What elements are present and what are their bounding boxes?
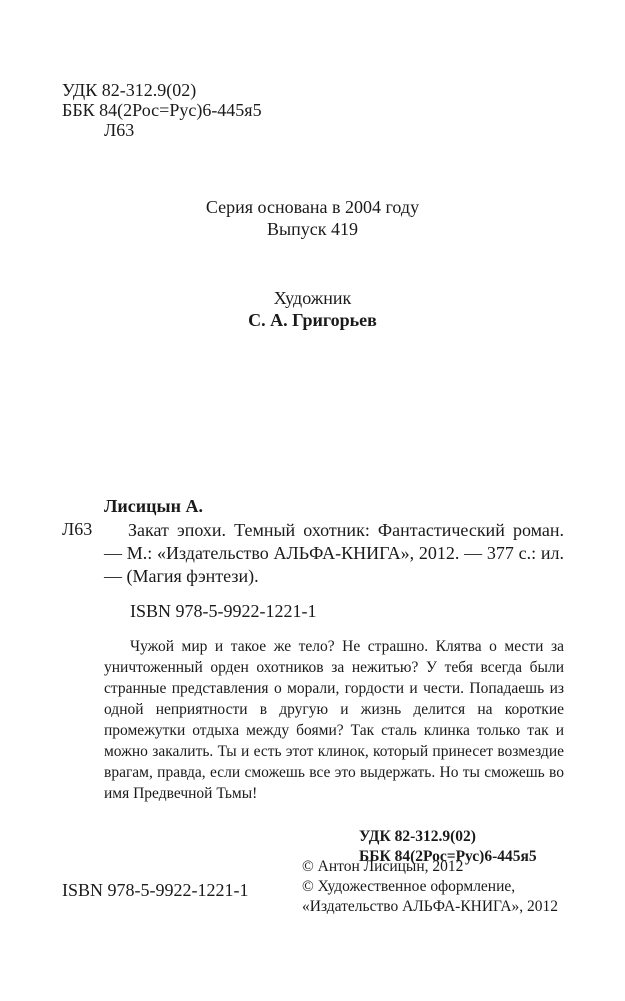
series-issue: Выпуск 419 bbox=[267, 219, 358, 239]
classification-codes bbox=[62, 80, 262, 140]
footer-bbk: ББК 84(2Рос=Рус)6-445я5 bbox=[359, 848, 537, 865]
series-info bbox=[0, 196, 625, 240]
series-founded: Серия основана в 2004 году bbox=[205, 197, 420, 217]
bibliographic-description: Закат эпохи. Темный охотник: Фантастический роман. — М.: «Издательство АЛЬФА-КНИГА», 2012. — 377 с.: ил. — (Магия фэнтези). bbox=[104, 520, 564, 586]
artist-credit bbox=[0, 287, 625, 331]
footer-udk: УДК 82-312.9(02) bbox=[359, 828, 476, 845]
bbk-code: ББК 84(2Рос=Рус)6-445я5 bbox=[62, 100, 262, 120]
artist-name: С. А. Григорьев bbox=[248, 310, 377, 330]
copyright-block bbox=[302, 857, 558, 917]
author-heading: Лисицын А. bbox=[104, 496, 203, 516]
bibliographic-mark: Л63 bbox=[62, 519, 93, 539]
copyright-author: © Антон Лисицын, 2012 bbox=[302, 858, 464, 875]
copyright-publisher: «Издательство АЛЬФА-КНИГА», 2012 bbox=[302, 898, 559, 915]
udk-code: УДК 82-312.9(02) bbox=[62, 80, 197, 100]
artist-label: Художник bbox=[273, 288, 352, 308]
copyright-art: © Художественное оформление, bbox=[302, 878, 516, 895]
isbn-record: ISBN 978-5-9922-1221-1 bbox=[130, 601, 317, 621]
annotation-text: Чужой мир и такое же тело? Не страшно. Клятва о мести за уничтоженный орден охотников за нежитью? У тебя всегда были странные представления о морали, гордости и чести. Попадаешь из одной неприятности в другую и жизнь делится на короткие промежутки отдыха между боями? Так сталь клинка только так и можно закалить. Ты и есть этот клинок, который принесет возмездие врагам, правда, если сможешь все это выдержать. Но ты сможешь во имя Предвечной Тьмы! bbox=[104, 638, 564, 802]
author-mark: Л63 bbox=[104, 120, 135, 140]
footer-isbn: ISBN 978-5-9922-1221-1 bbox=[62, 880, 249, 900]
